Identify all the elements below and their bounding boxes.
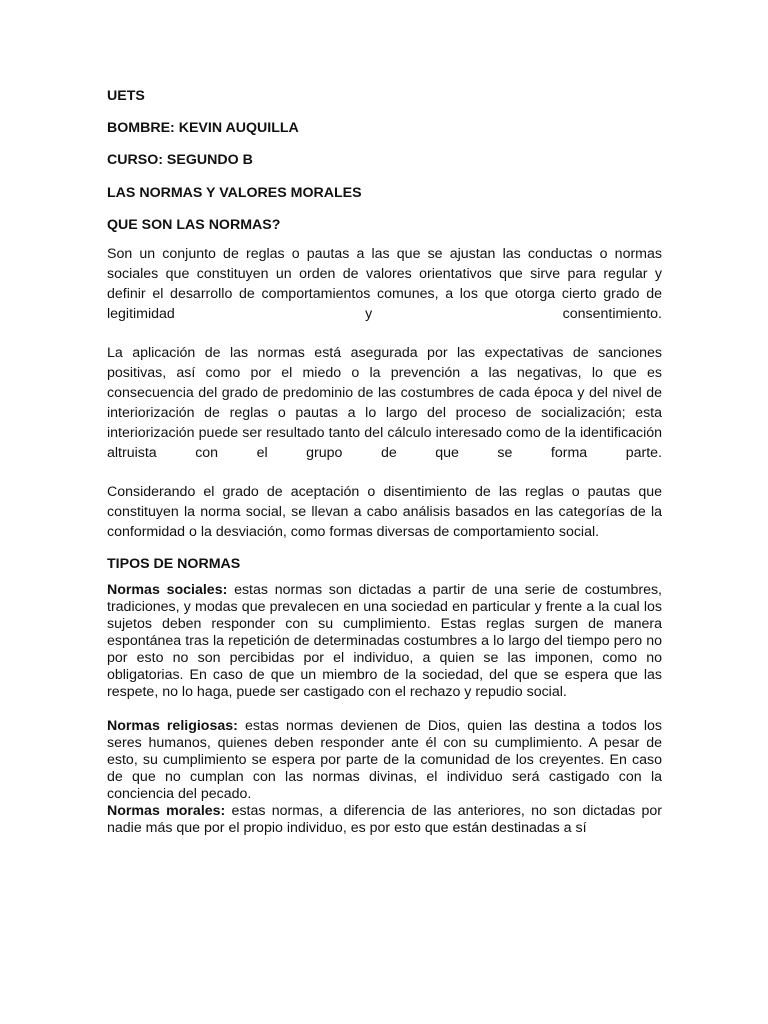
text-normas-religiosas: estas normas devienen de Dios, quien las destina a todos los seres humanos, quienes deben responder ante él con su cumplimiento. A pesar de esto, su cumplimiento se espera por parte de la comunidad de los creyentes. En caso de que no cumplan con las normas divinas, el individuo será castigado con la conciencia del pecado. [107, 718, 662, 802]
paragraph-considerando: Considerando el grado de aceptación o disentimiento de las reglas o pautas que constituyen la norma social, se llevan a cabo análisis basados en las categorías de la conformidad o la desviación, como formas diversas de comportamiento social. [107, 484, 662, 540]
document-title: LAS NORMAS Y VALORES MORALES [107, 185, 362, 201]
paragraph-definition: Son un conjunto de reglas o pautas a las que se ajustan las conductas o normas sociales que constituyen un orden de valores orientativos que sirve para regular y definir el desarrollo de comportamientos comunes, a los que otorga cierto grado de legitimidad y consentimiento. [107, 246, 662, 322]
text-normas-sociales: estas normas son dictadas a partir de una serie de costumbres, tradiciones, y modas que prevalecen en una sociedad en particular y frente a la cual los sujetos deben responder con su cumplimiento. Estas reglas surgen de manera espontánea tras la repetición de determinadas costumbres a lo largo del tiempo pero no por esto no son percibidas por el individuo, a quien se las imponen, como no obligatorias. En caso de que un miembro de la sociedad, del que se espera que las respete, no lo haga, puede ser castigado con el rechazo y repudio social. [107, 582, 662, 700]
paragraph-normas-morales [107, 803, 662, 837]
student-name-line: BOMBRE: KEVIN AUQUILLA [107, 120, 299, 136]
label-normas-religiosas: Normas religiosas: [107, 718, 238, 734]
label-normas-morales: Normas morales: [107, 803, 226, 819]
paragraph-normas-sociales [107, 582, 662, 701]
section-heading-que-son: QUE SON LAS NORMAS? [107, 217, 281, 233]
section-heading-tipos: TIPOS DE NORMAS [107, 556, 241, 572]
course-line: CURSO: SEGUNDO B [107, 152, 253, 168]
label-normas-sociales: Normas sociales: [107, 582, 228, 598]
paragraph-aplicacion: La aplicación de las normas está asegurada por las expectativas de sanciones positivas, así como por el miedo o la prevención a las negativas, lo que es consecuencia del grado de predominio de las costumbres de cada época y del nivel de interiorización de reglas o pautas a lo largo del proceso de socialización; esta interiorización puede ser resultado tanto del cálculo interesado como de la identificación altruista con el grupo de que se forma parte. [107, 345, 662, 461]
paragraph-normas-religiosas [107, 718, 662, 803]
school-name: UETS [107, 88, 145, 104]
text-normas-morales: estas normas, a diferencia de las anteriores, no son dictadas por nadie más que por el propio individuo, es por esto que están destinadas a sí [107, 803, 662, 836]
document-page [107, 86, 662, 837]
